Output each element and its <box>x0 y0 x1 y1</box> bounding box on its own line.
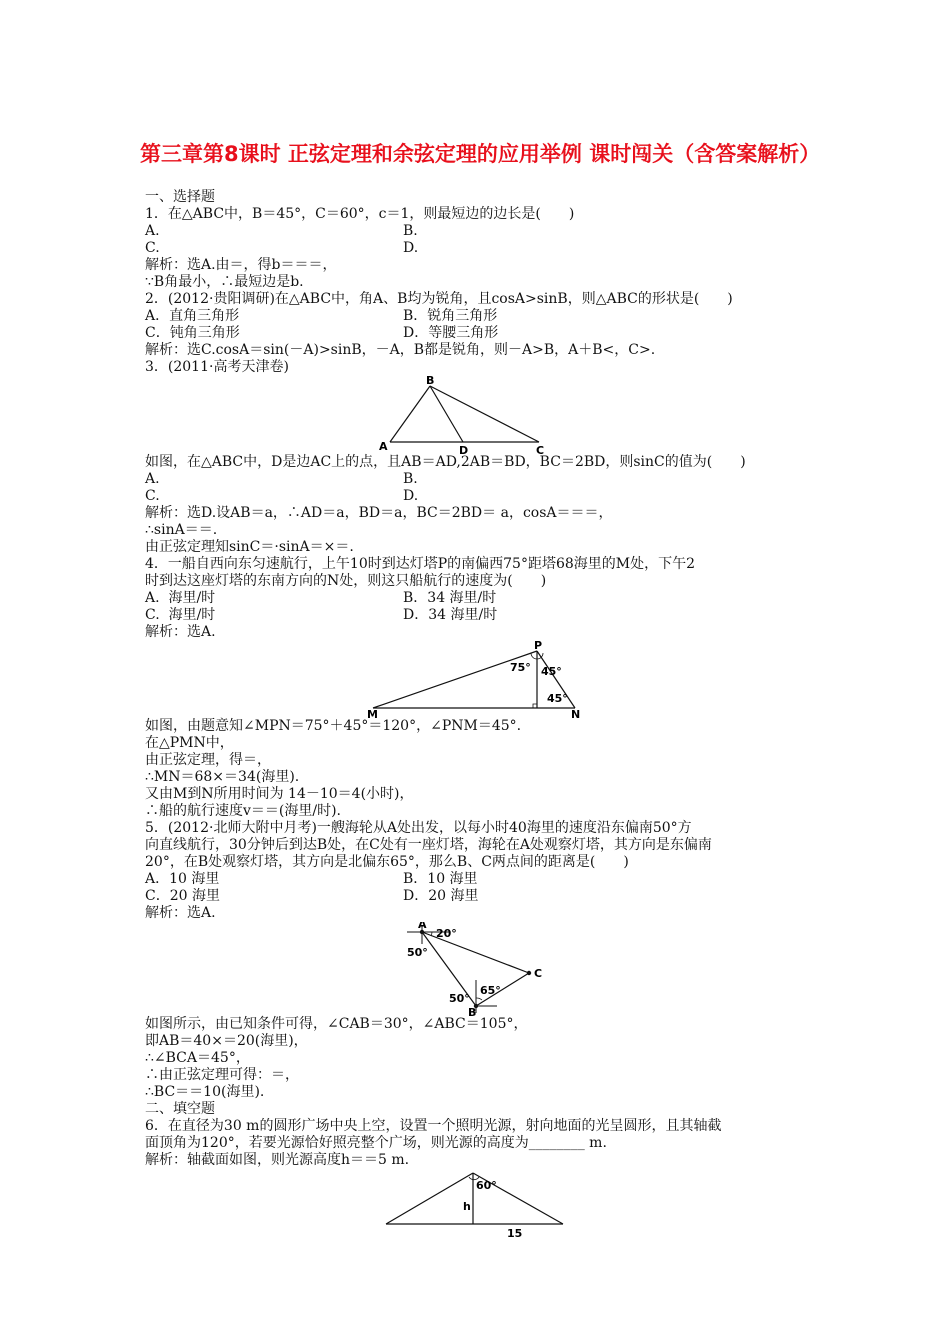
q5-answer-1: 如图所示，由已知条件可得，∠CAB＝30°，∠ABC＝105°， <box>145 1016 528 1032</box>
q3-label-c: C <box>536 444 545 454</box>
q1-answer-1: 解析：选A.由＝，得b＝＝＝， <box>145 257 337 273</box>
q5-label-c: C <box>534 967 543 980</box>
q5-answer-4: ∴由正弦定理可得：＝， <box>145 1067 299 1083</box>
q1-options-row1 <box>145 223 810 240</box>
q3-option-a: A. <box>145 471 160 487</box>
q5-option-d: D．20 海里 <box>403 888 479 904</box>
q1-options-row2 <box>145 240 810 257</box>
q4-options-row2 <box>145 607 810 624</box>
q5-angle-65: 65° <box>480 984 501 997</box>
q3-answer-3: 由正弦定理知sinC＝·sinA＝×＝. <box>145 539 354 555</box>
q4-option-c: C. 海里/时 <box>145 607 216 623</box>
q4-option-d: D．34 海里/时 <box>403 607 498 623</box>
q2-options-row1 <box>145 308 810 325</box>
q3-label-d: D <box>459 444 469 454</box>
section-heading-choice: 一、选择题 <box>145 189 215 205</box>
q4-answer-0: 解析：选A. <box>145 624 216 640</box>
q5-answer-5: ∴BC＝＝10(海里). <box>145 1084 265 1100</box>
q6-label-15: 15 <box>507 1227 523 1239</box>
q5-label-b: B <box>468 1006 477 1016</box>
q6-answer-1: 解析：轴截面如图，则光源高度h＝＝5 m. <box>145 1152 410 1168</box>
q4-angle-45-top: 45° <box>541 665 562 678</box>
q4-answer-1: 如图，由题意知∠MPN＝75°＋45°＝120°，∠PNM＝45°. <box>145 718 522 734</box>
q4-options-row1 <box>145 590 810 607</box>
q5-stem-1: 5．(2012·北师大附中月考)一艘海轮从A处出发，以每小时40海里的速度沿东偏南50°方 <box>145 820 692 836</box>
q5-answer-2: 即AB＝40×＝20(海里)， <box>145 1033 308 1049</box>
q4-answer-4: ∴MN＝68×＝34(海里). <box>145 769 300 785</box>
q6-stem-1: 6．在直径为30 m的圆形广场中央上空，设置一个照明光源，射向地面的光呈圆形，且其轴截 <box>145 1118 722 1134</box>
q4-label-n: N <box>571 708 581 718</box>
q5-options-row1 <box>145 871 810 888</box>
q6-figure <box>145 1169 810 1239</box>
q1-option-c: C. <box>145 240 160 256</box>
q4-figure <box>145 641 810 718</box>
section-heading-fill: 二、填空题 <box>145 1101 215 1117</box>
q3-text: 如图，在△ABC中，D是边AC上的点，且AB＝AD,2AB＝BD，BC＝2BD，则sinC的值为( ) <box>145 454 746 470</box>
q4-angle-45-bottom: 45° <box>547 692 568 705</box>
q3-answer-1: 解析：选D.设AB＝a，∴AD＝a，BD＝a，BC＝2BD＝ a，cosA＝＝＝， <box>145 505 613 521</box>
q5-angle-50-top: 50° <box>407 946 428 959</box>
q5-stem-3: 20°，在B处观察灯塔，其方向是北偏东65°，那么B、C两点间的距离是( ) <box>145 854 629 870</box>
q3-label-b: B <box>426 376 435 387</box>
q5-answer-0: 解析：选A. <box>145 905 216 921</box>
q2-option-b: B．锐角三角形 <box>403 308 498 324</box>
q1-option-a: A. <box>145 223 160 239</box>
q4-option-a: A. 海里/时 <box>145 590 216 606</box>
q2-option-d: D．等腰三角形 <box>403 325 499 341</box>
q2-options-row2 <box>145 325 810 342</box>
q3-label-a: A <box>379 440 388 453</box>
q4-stem-2: 时到达这座灯塔的东南方向的N处，则这只船航行的速度为( ) <box>145 573 547 589</box>
q5-option-a: A．10 海里 <box>145 871 220 887</box>
q3-option-c: C. <box>145 488 160 504</box>
cone-cross-section-figure <box>145 1169 810 1239</box>
q3-options-row2 <box>145 488 810 505</box>
q4-answer-3: 由正弦定理，得＝， <box>145 752 271 768</box>
document-body <box>145 189 810 1239</box>
q4-answer-2: 在△PMN中， <box>145 735 234 751</box>
triangle-abd-figure <box>145 376 810 454</box>
q5-option-c: C．20 海里 <box>145 888 220 904</box>
q4-answer-5: 又由M到N所用时间为 14－10＝4(小时)， <box>145 786 414 802</box>
q5-label-a: A <box>418 922 427 931</box>
q2-answer-1: 解析：选C.cosA＝sin(－A)>sinB，－A，B都是锐角，则－A>B，A＋B<，C>. <box>145 342 656 358</box>
q6-angle-60: 60° <box>476 1179 497 1192</box>
q3-figure <box>145 376 810 454</box>
q1-stem: 1．在△ABC中，B＝45°，C＝60°，c＝1，则最短边的边长是( ) <box>145 206 575 222</box>
q4-answer-6: ∴船的航行速度v＝＝(海里/时). <box>145 803 341 819</box>
q6-label-h: h <box>463 1200 471 1213</box>
q2-option-c: C．钝角三角形 <box>145 325 240 341</box>
q4-stem-1: 4．一船自西向东匀速航行，上午10时到达灯塔P的南偏西75°距塔68海里的M处，下午2 <box>145 556 696 572</box>
q1-option-b: B. <box>403 223 418 239</box>
triangle-pmn-figure <box>145 641 810 718</box>
q5-figure <box>145 922 810 1016</box>
q2-stem: 2．(2012·贵阳调研)在△ABC中，角A、B均为锐角，且cosA>sinB，则△ABC的形状是( ) <box>145 291 733 307</box>
q3-option-d: D. <box>403 488 419 504</box>
q4-label-p: P <box>534 641 543 652</box>
page-title: 第三章第8课时 正弦定理和余弦定理的应用举例 课时闯关（含答案解析） <box>140 142 821 166</box>
q1-option-d: D. <box>403 240 419 256</box>
q5-stem-2: 向直线航行，30分钟后到达B处，在C处有一座灯塔，海轮在A处观察灯塔，其方向是东偏南 <box>145 837 712 853</box>
navigation-triangle-figure <box>145 922 810 1016</box>
q4-option-b: B．34 海里/时 <box>403 590 497 606</box>
q4-angle-75: 75° <box>510 661 531 674</box>
q3-option-b: B. <box>403 471 418 487</box>
q3-stem: 3．(2011·高考天津卷) <box>145 359 289 375</box>
q5-options-row2 <box>145 888 810 905</box>
q3-options-row1 <box>145 471 810 488</box>
q3-answer-2: ∴sinA＝＝. <box>145 522 218 538</box>
q5-answer-3: ∴∠BCA＝45°， <box>145 1050 250 1066</box>
q4-label-m: M <box>367 708 378 718</box>
q2-option-a: A．直角三角形 <box>145 308 240 324</box>
q6-stem-2: 面顶角为120°，若要光源恰好照亮整个广场，则光源的高度为________ m. <box>145 1135 607 1151</box>
q1-answer-2: ∵B角最小，∴最短边是b. <box>145 274 304 290</box>
q5-option-b: B．10 海里 <box>403 871 478 887</box>
q5-angle-50-bottom: 50° <box>449 992 470 1005</box>
q5-angle-20: 20° <box>436 927 457 940</box>
